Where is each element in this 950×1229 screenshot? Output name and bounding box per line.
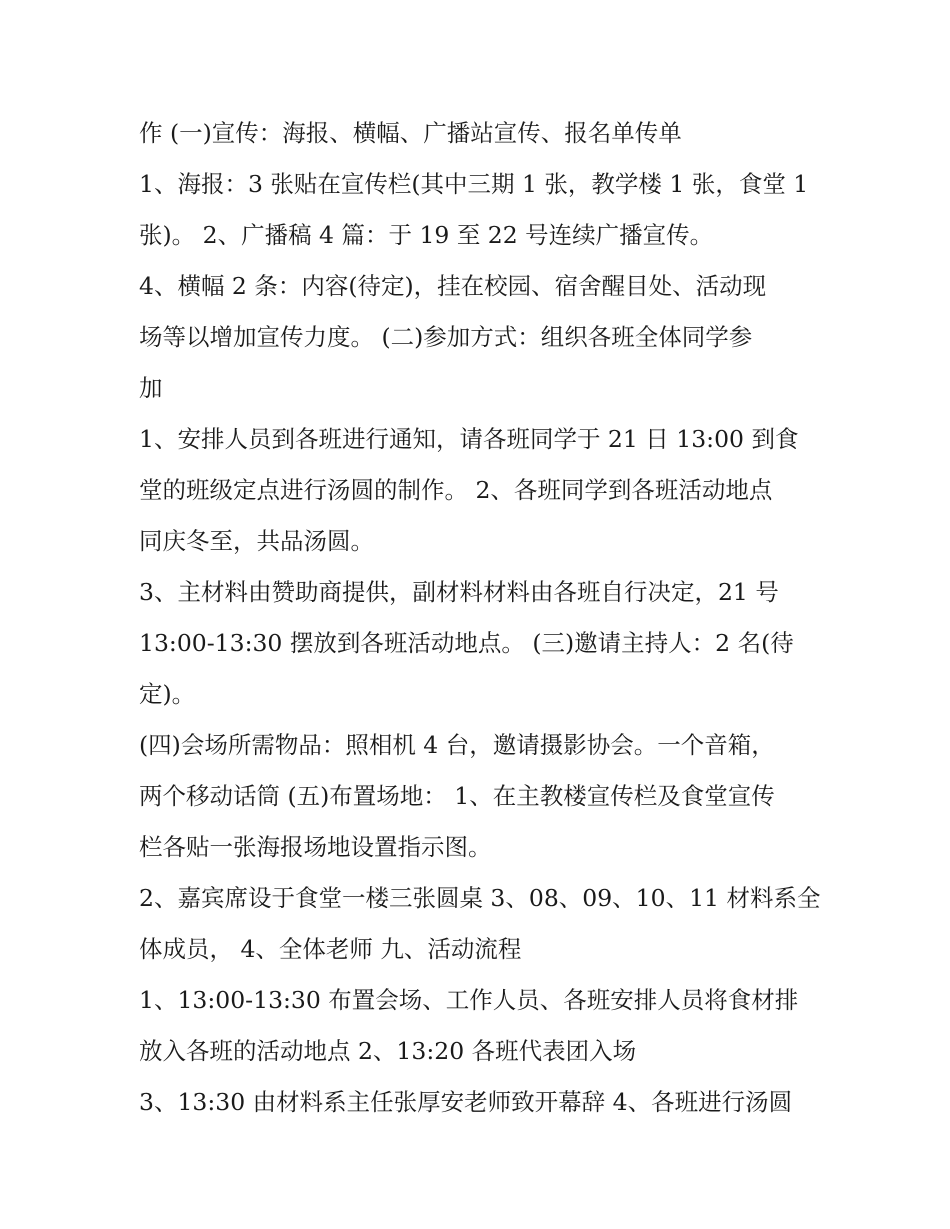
text-line: 放入各班的活动地点 2、13:20 各班代表团入场 — [139, 1037, 637, 1065]
text-line: 两个移动话筒 (五)布置场地： 1、在主教楼宣传栏及食堂宣传 — [139, 782, 775, 810]
text-line: 体成员， 4、全体老师 九、活动流程 — [139, 935, 522, 963]
text-line: 1、海报：3 张贴在宣传栏(其中三期 1 张，教学楼 1 张，食堂 1 — [139, 170, 809, 198]
text-line: 场等以增加宣传力度。 (二)参加方式：组织各班全体同学参 — [139, 323, 753, 351]
text-line: 同庆冬至，共品汤圆。 — [139, 527, 374, 555]
text-line: 13:00-13:30 摆放到各班活动地点。 (三)邀请主持人：2 名(待 — [139, 629, 794, 657]
text-line: 3、主材料由赞助商提供，副材料材料由各班自行决定，21 号 — [139, 578, 779, 606]
text-line: 栏各贴一张海报场地设置指示图。 — [139, 833, 492, 861]
text-line: 1、13:00-13:30 布置会场、工作人员、各班安排人员将食材排 — [139, 986, 799, 1014]
text-line: 4、横幅 2 条：内容(待定)，挂在校园、宿舍醒目处、活动现 — [139, 272, 767, 300]
text-line: 1、安排人员到各班进行通知，请各班同学于 21 日 13:00 到食 — [139, 425, 799, 453]
document-body — [139, 108, 839, 1128]
text-line: 3、13:30 由材料系主任张厚安老师致开幕辞 4、各班进行汤圆 — [139, 1088, 793, 1116]
text-line: 2、嘉宾席设于食堂一楼三张圆桌 3、08、09、10、11 材料系全 — [139, 884, 821, 912]
text-line: (四)会场所需物品：照相机 4 台，邀请摄影协会。一个音箱， — [139, 731, 775, 759]
text-line: 定)。 — [139, 680, 196, 708]
text-line: 张)。 2、广播稿 4 篇：于 19 至 22 号连续广播宣传。 — [139, 221, 714, 249]
text-line: 作 (一)宣传：海报、横幅、广播站宣传、报名单传单 — [139, 119, 682, 147]
text-line: 加 — [139, 374, 163, 402]
text-line: 堂的班级定点进行汤圆的制作。 2、各班同学到各班活动地点 — [139, 476, 773, 504]
